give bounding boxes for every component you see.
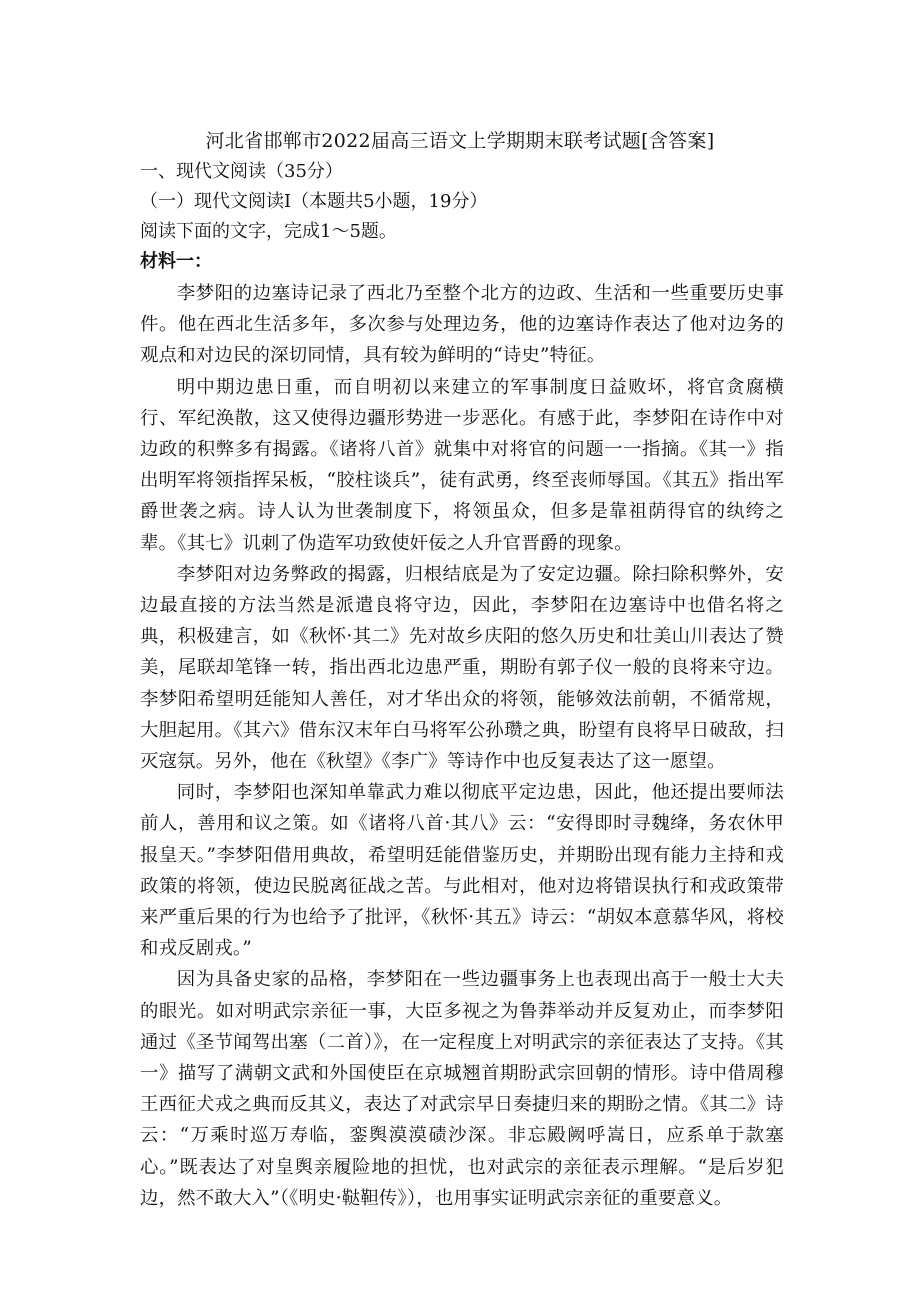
paragraph-2: 明中期边患日重，而自明初以来建立的军事制度日益败坏，将官贪腐横行、军纪涣散，这又使得边疆形势进一步恶化。有感于此，李梦阳在诗作中对边政的积弊多有揭露。《诸将八首》就集中对将官的问题一一指摘。《其一》指出明军将领指挥呆板，“胶柱谈兵”，徒有武勇，终至丧师辱国。《其五》指出军爵世袭之病。诗人认为世袭制度下，将领虽众，但多是靠祖荫得官的纨绔之辈。《其七》讥刺了伪造军功致使奸佞之人升官晋爵的现象。 [140, 376, 784, 554]
paragraph-3: 李梦阳对边务弊政的揭露，归根结底是为了安定边疆。除扫除积弊外，安边最直接的方法当然是派遣良将守边，因此，李梦阳在边塞诗中也借名将之典，积极建言，如《秋怀·其二》先对故乡庆阳的悠久历史和壮美山川表达了赞美，尾联却笔锋一转，指出西北边患严重，期盼有郭子仪一般的良将来守边。李梦阳希望明廷能知人善任，对才华出众的将领，能够效法前朝，不循常规，大胆起用。《其六》借东汉末年白马将军公孙瓒之典，盼望有良将早日破敌，扫灭寇氛。另外，他在《秋望》《李广》等诗作中也反复表达了这一愿望。 [140, 563, 784, 773]
document-title: 河北省邯郸市2022届高三语文上学期期末联考试题[含答案] [205, 130, 715, 152]
material-label: 材料一： [140, 251, 212, 272]
reading-instruction: 阅读下面的文字，完成1～5题。 [140, 221, 397, 242]
paragraph-5: 因为具备史家的品格，李梦阳在一些边疆事务上也表现出高于一般士大夫的眼光。如对明武宗亲征一事，大臣多视之为鲁莽举动并反复劝止，而李梦阳通过《圣节闻驾出塞（二首）》，在一定程度上对明武宗的亲征表达了支持。《其一》描写了满朝文武和外国使臣在京城翘首期盼武宗回朝的情形。诗中借周穆王西征犬戎之典而反其义，表达了对武宗早日奏捷归来的期盼之情。《其二》诗云：“万乘时巡万寿临，銮舆漠漠碛沙深。非忘殿阙呼嵩日，应系单于款塞心。”既表达了对皇舆亲履险地的担忧，也对武宗的亲征表示理解。“是后岁犯边，然不敢大入”（《明史·鞑靼传》），也用事实证明武宗亲征的重要意义。 [140, 969, 784, 1209]
paragraph-4: 同时，李梦阳也深知单靠武力难以彻底平定边患，因此，他还提出要师法前人，善用和议之策。如《诸将八首·其八》云：“安得即时寻魏绛，务农休甲报皇天。”李梦阳借用典故，希望明廷能借鉴历史，并期盼出现有能力主持和戎政策的将领，使边民脱离征战之苦。与此相对，他对边将错误执行和戎政策带来严重后果的行为也给予了批评，《秋怀·其五》诗云：“胡奴本意慕华风，将校和戎反剧戎。” [140, 782, 784, 960]
subsection-heading: （一）现代文阅读Ⅰ（本题共5小题，19分） [140, 191, 488, 212]
paragraph-1: 李梦阳的边塞诗记录了西北乃至整个北方的边政、生活和一些重要历史事件。他在西北生活多年，多次参与处理边务，他的边塞诗作表达了他对边务的观点和对边民的深切同情，具有较为鲜明的“诗史”特征。 [140, 283, 784, 367]
article-body [140, 278, 784, 1214]
section-heading: 一、现代文阅读（35分） [140, 161, 343, 182]
